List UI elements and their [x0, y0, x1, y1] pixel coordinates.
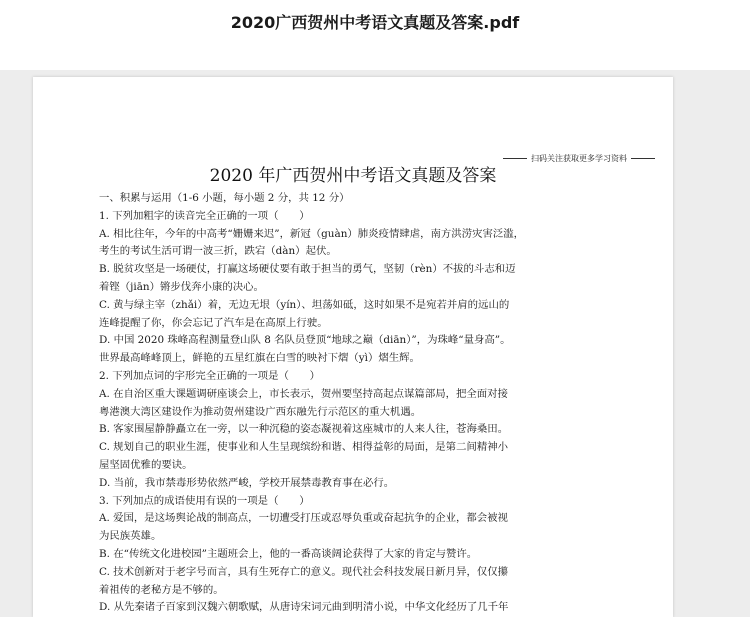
page-text-body [99, 190, 579, 617]
text-line: 连峰提醒了你，你会忘记了汽车是在高原上行驶。 [99, 316, 328, 329]
note-dash-left [503, 158, 527, 159]
text-line: C. 技术创新对于老字号而言，具有生死存亡的意义。现代社会科技发展日新月异，仅仅攥 [99, 565, 509, 578]
text-line: 粤港澳大湾区建设作为推动贺州建设广西东融先行示范区的重大机遇。 [99, 405, 422, 418]
text-line: A. 在自治区重大课题调研座谈会上，市长表示，贺州要坚持高起点谋篇部局，把全面对接 [99, 387, 508, 400]
viewer-header [0, 0, 750, 70]
text-line: D. 当前，我市禁毒形势依然严峻，学校开展禁毒教育事在必行。 [99, 476, 395, 489]
file-title: 2020广西贺州中考语文真题及答案.pdf [230, 13, 520, 32]
note-dash-right [631, 158, 655, 159]
text-line: 世界最高峰峰顶上，鲜艳的五星红旗在白雪的映衬下熠（yì）熠生辉。 [99, 352, 420, 365]
text-line: B. 脱贫攻坚是一场硬仗，打赢这场硬仗要有敢于担当的勇气，坚韧（rèn）不拔的斗志和迈 [99, 263, 516, 276]
text-line: 为民族英雄。 [99, 530, 162, 543]
text-line: C. 规划自己的职业生涯，使事业和人生呈现缤纷和谐、相得益彰的局面，是第二间精神小 [99, 441, 509, 454]
text-line: 一、积累与运用（1-6 小题，每小题 2 分，共 12 分） [99, 192, 350, 204]
text-line: 3. 下列加点的成语使用有误的一项是（ ） [99, 494, 310, 507]
text-line: 1. 下列加粗字的读音完全正确的一项（ ） [99, 209, 310, 222]
text-line: B. 在“传统文化进校园”主题班会上，他的一番高谈阔论获得了大家的肯定与赞许。 [99, 547, 478, 560]
text-line: 着铿（jiān）锵步伐奔小康的决心。 [99, 280, 264, 293]
text-line: B. 客家围屋静静矗立在一旁，以一种沉稳的姿态凝视着这座城市的人来人往，苍海桑田。 [99, 423, 509, 436]
page-heading: 2020 年广西贺州中考语文真题及答案 [209, 166, 497, 186]
scan-qr-note-text: 扫码关注获取更多学习资料 [531, 154, 627, 163]
text-line: D. 从先秦诸子百家到汉魏六朝歌赋，从唐诗宋词元曲到明清小说，中华文化经历了几千年 [99, 601, 509, 614]
text-line: C. 黄与绿主宰（zhǎi）着，无边无垠（yín）、坦荡如砥，这时如果不是宛若并肩的远山的 [99, 298, 510, 311]
text-line: 2. 下列加点词的字形完全正确的一项是（ ） [99, 369, 321, 382]
text-line: A. 相比往年，今年的中高考“姗姗来迟”，新冠（guàn）肺炎疫情肆虐，南方洪涝灾害泛滥， [99, 227, 525, 240]
text-line: 着祖传的老秘方是不够的。 [99, 583, 224, 596]
text-line: A. 爱国，是这场舆论战的制高点，一切遭受打压或忍辱负重或奋起抗争的企业，都会被视 [99, 512, 508, 525]
text-line: 考生的考试生活可谓一波三折，跌宕（dàn）起伏。 [99, 245, 337, 258]
text-line: 屋坚固优雅的要诀。 [99, 458, 193, 471]
text-line: D. 中国 2020 珠峰高程测量登山队 8 名队员登顶“地球之巅（diān）”，为珠峰“量身高”。 [99, 334, 511, 347]
